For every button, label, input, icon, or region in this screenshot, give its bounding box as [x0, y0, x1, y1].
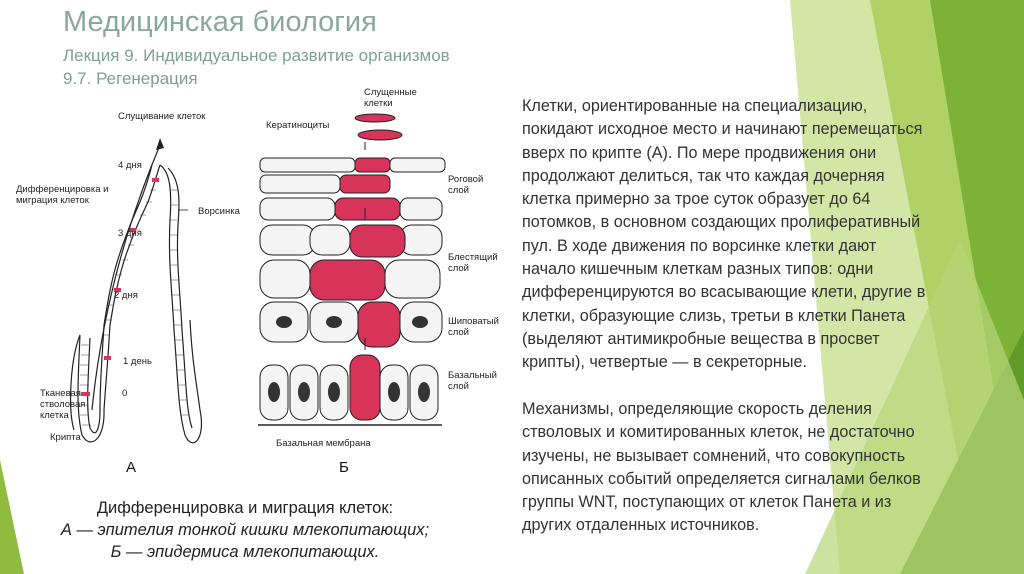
label-basement-membrane: Базальная мембрана — [276, 438, 371, 449]
label-spiny-layer: Шиповатый слой — [448, 316, 499, 338]
paragraph-1-line: пул. В ходе движения по ворсинке клетки дают — [522, 236, 877, 255]
paragraph-2-line: других отдаленных источников. — [522, 516, 760, 535]
paragraph-2-line: изучены, не вызывает сомнений, что совокупность — [522, 446, 906, 465]
label-crypt: Крипта — [50, 432, 81, 443]
paragraph-1 — [522, 95, 977, 375]
page-title: Медицинская биология — [63, 6, 377, 38]
label-day1: 1 день — [123, 356, 152, 367]
label-basal-layer: Базальный слой — [448, 370, 497, 392]
paragraph-2-line: группы WNT, поступающих от клеток Панета и из — [522, 493, 892, 512]
lecture-subtitle: Лекция 9. Индивидуальное развитие организмов — [63, 46, 450, 65]
paragraph-1-line: вверх по крипте (А). По мере продвижения они — [522, 143, 877, 162]
paragraph-1-line: Клетки, ориентированные на специализацию, — [522, 97, 868, 115]
paragraph-1-line: продолжают делиться, так что каждая дочерняя — [522, 166, 885, 185]
paragraph-2-line: описанных событий определяется сигналами белков — [522, 469, 921, 488]
label-stem-cell: Тканевая стволовая клетка — [40, 388, 86, 421]
label-lucid-layer: Блестящий слой — [448, 252, 498, 274]
label-shed-cells: Слущенные клетки — [364, 87, 417, 109]
paragraph-1-line: клетка примерно за трое суток образует до 64 — [522, 190, 871, 209]
paragraph-1-line: клетки, образующие слизь, третьи в клетки Панета — [522, 306, 906, 325]
caption-line-2: А — эпителия тонкой кишки млекопитающих; — [60, 521, 430, 539]
label-day3: 3 дня — [118, 228, 142, 239]
label-keratinocytes: Кератиноциты — [266, 120, 330, 131]
paragraph-2-line: Механизмы, определяющие скорость деления — [522, 400, 872, 418]
paragraph-1-line: начало кишечным клеткам разных типов: одни — [522, 260, 874, 279]
label-diff-migration: Дифференцировка и миграция клеток — [16, 184, 109, 206]
figure-b-epidermis — [250, 80, 450, 440]
label-day4: 4 дня — [118, 160, 142, 171]
label-day0: 0 — [122, 388, 128, 399]
figure-b-letter: Б — [339, 459, 349, 476]
paragraph-1-line: (выделяют антимикробные вещества в просвет — [522, 329, 880, 348]
label-horny-layer: Роговой слой — [448, 174, 484, 196]
paragraph-2 — [522, 398, 977, 538]
label-day2: 2 дня — [114, 290, 138, 301]
caption-line-3: Б — эпидермиса млекопитающих. — [110, 543, 380, 561]
label-villus: Ворсинка — [198, 206, 240, 217]
paragraph-1-line: крипты), четвертые — в секреторные. — [522, 353, 807, 372]
paragraph-1-line: дифференцируются во всасывающие клети, другие в — [522, 283, 926, 302]
section-subtitle: 9.7. Регенерация — [63, 69, 198, 88]
paragraph-2-line: стволовых и комитированных клеток, не достаточно — [522, 423, 915, 442]
paragraph-1-line: покидают исходное место и начинают перемещаться — [522, 120, 923, 139]
paragraph-1-line: потомков, в основном создающих пролиферативный — [522, 213, 921, 232]
caption-line-1: Дифференцировка и миграция клеток: — [96, 499, 394, 517]
figure-a-letter: А — [126, 459, 137, 476]
label-shedding: Слущивание клеток — [118, 111, 206, 122]
